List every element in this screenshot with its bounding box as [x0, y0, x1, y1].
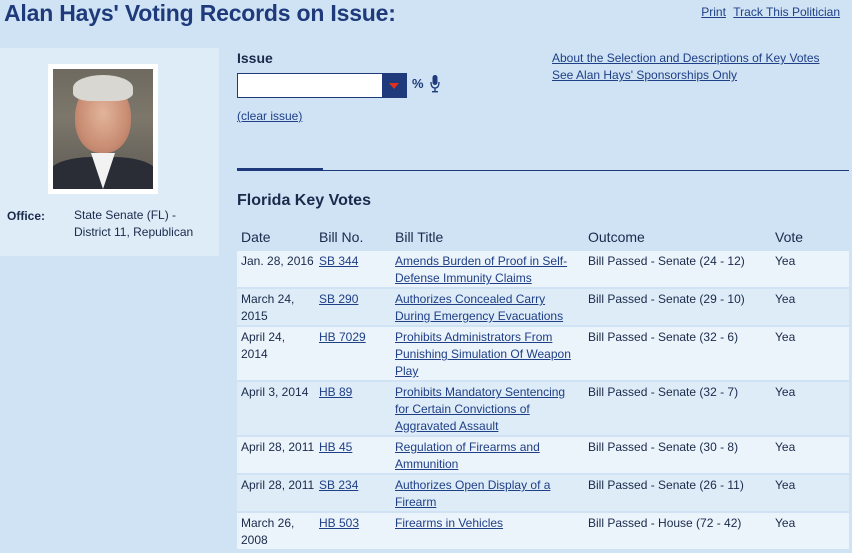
- cell-title-link[interactable]: Firearms in Vehicles: [395, 516, 504, 530]
- header-bill-no: Bill No.: [319, 229, 364, 245]
- votes-table: [237, 251, 849, 551]
- table-row: [237, 475, 849, 513]
- info-links: [552, 50, 820, 84]
- cell-date: March 26, 2008: [241, 516, 295, 547]
- cell-title-link[interactable]: Regulation of Firearms and Ammunition: [395, 440, 540, 471]
- sponsorships-link[interactable]: See Alan Hays' Sponsorships Only: [552, 68, 738, 82]
- cell-bill-link[interactable]: SB 344: [319, 254, 359, 268]
- table-row: [237, 327, 849, 382]
- cell-title-link[interactable]: Authorizes Open Display of a Firearm: [395, 478, 551, 509]
- cell-outcome: Bill Passed - House (72 - 42): [588, 516, 742, 530]
- cell-vote: Yea: [775, 254, 796, 268]
- cell-outcome: Bill Passed - Senate (24 - 12): [588, 254, 745, 268]
- section-divider: [237, 170, 849, 171]
- track-politician-link[interactable]: Track This Politician: [733, 5, 840, 19]
- header-vote: Vote: [775, 229, 804, 245]
- cell-outcome: Bill Passed - Senate (26 - 11): [588, 478, 744, 492]
- header-outcome: Outcome: [588, 229, 645, 245]
- cell-outcome: Bill Passed - Senate (32 - 7): [588, 385, 739, 399]
- cell-bill-link[interactable]: SB 290: [319, 292, 359, 306]
- issue-select[interactable]: [237, 73, 407, 98]
- table-row: [237, 513, 849, 551]
- table-row: [237, 289, 849, 327]
- table-row: [237, 437, 849, 475]
- page-title: Alan Hays' Voting Records on Issue:: [4, 0, 396, 26]
- profile-panel: [0, 48, 219, 256]
- cell-date: March 24, 2015: [241, 292, 295, 323]
- cell-outcome: Bill Passed - Senate (32 - 6): [588, 330, 739, 344]
- about-key-votes-link[interactable]: About the Selection and Descriptions of Key Votes: [552, 51, 820, 65]
- cell-title-link[interactable]: Authorizes Concealed Carry During Emergency Evacuations: [395, 292, 564, 323]
- print-link[interactable]: Print: [701, 5, 726, 19]
- cell-vote: Yea: [775, 516, 796, 530]
- top-links: [697, 5, 840, 19]
- table-header: [237, 229, 849, 249]
- header-date: Date: [241, 229, 271, 245]
- cell-bill-link[interactable]: HB 7029: [319, 330, 366, 344]
- cell-title-link[interactable]: Prohibits Administrators From Punishing Simulation Of Weapon Play: [395, 330, 571, 378]
- cell-bill-link[interactable]: HB 89: [319, 385, 353, 399]
- section-title: Florida Key Votes: [237, 192, 371, 209]
- office-value: State Senate (FL) - District 11, Republican: [74, 208, 194, 239]
- politician-photo: [48, 64, 158, 194]
- cell-bill-link[interactable]: SB 234: [319, 478, 359, 492]
- microphone-icon[interactable]: [430, 75, 440, 93]
- cell-outcome: Bill Passed - Senate (29 - 10): [588, 292, 745, 306]
- cell-vote: Yea: [775, 385, 796, 399]
- cell-bill-link[interactable]: HB 45: [319, 440, 353, 454]
- issue-label: Issue: [237, 50, 273, 66]
- cell-date: April 24, 2014: [241, 330, 286, 361]
- cell-vote: Yea: [775, 440, 796, 454]
- cell-vote: Yea: [775, 330, 796, 344]
- cell-date: April 28, 2011: [241, 478, 315, 492]
- cell-date: April 28, 2011: [241, 440, 315, 454]
- cell-bill-link[interactable]: HB 503: [319, 516, 360, 530]
- table-row: [237, 382, 849, 437]
- cell-vote: Yea: [775, 478, 796, 492]
- cell-outcome: Bill Passed - Senate (30 - 8): [588, 440, 739, 454]
- office-label: Office:: [7, 209, 46, 223]
- cell-date: April 3, 2014: [241, 385, 309, 399]
- header-bill-title: Bill Title: [395, 229, 444, 245]
- percent-toggle[interactable]: %: [412, 76, 424, 91]
- clear-issue-link[interactable]: (clear issue): [237, 109, 303, 123]
- chevron-down-icon[interactable]: [382, 74, 406, 97]
- cell-date: Jan. 28, 2016: [241, 254, 314, 268]
- cell-title-link[interactable]: Prohibits Mandatory Sentencing for Certain Convictions of Aggravated Assault: [395, 385, 566, 433]
- table-row: [237, 251, 849, 289]
- cell-title-link[interactable]: Amends Burden of Proof in Self-Defense Immunity Claims: [395, 254, 568, 285]
- cell-vote: Yea: [775, 292, 796, 306]
